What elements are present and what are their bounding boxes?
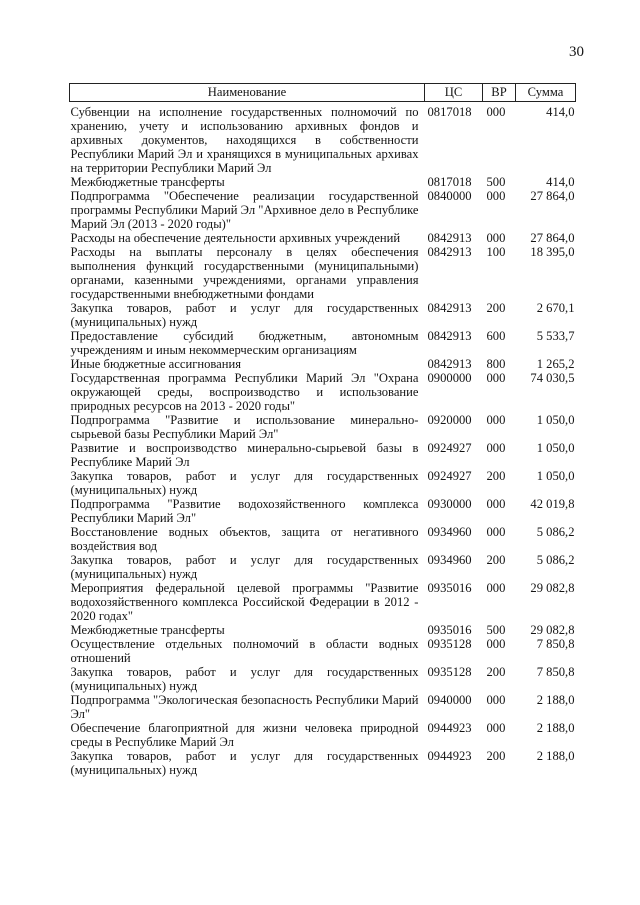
row-sum-cell: 29 082,8 [530,623,575,637]
row-cs-cell: 0924927 [427,441,472,455]
row-sum-cell: 29 082,8 [530,581,575,595]
row-cs-cell: 0935016 [427,581,472,595]
row-sum-cell: 2 670,1 [536,301,575,315]
row-vr-cell: 000 [486,189,506,203]
table-row [70,721,576,749]
row-name-cell: Подпрограмма "Развитие водохозяйственного комплекса Республики Марий Эл" [70,497,419,525]
table-row [70,329,576,357]
row-cs-cell: 0817018 [427,105,472,119]
row-name-cell: Расходы на обеспечение деятельности архивных учреждений [70,231,401,245]
row-name-cell: Подпрограмма "Обеспечение реализации государственной программы Республики Марий Эл "Архивное дело в Республике Марий Эл (2013 - 2020 годы)" [70,189,419,231]
row-cs-cell: 0842913 [427,231,472,245]
row-sum-cell: 2 188,0 [536,749,575,763]
table-row [70,357,576,371]
table-row [70,665,576,693]
table-header [70,84,576,102]
row-vr-cell: 000 [486,497,506,511]
row-vr-cell: 200 [486,553,506,567]
row-name-cell: Субвенции на исполнение государственных полномочий по хранению, учету и использованию архивных фондов и архивных документов, находящихся в собственности Республики Марий Эл и хранящихся в муниципальных архивах на территории Республики Марий Эл [70,105,419,175]
row-name-cell: Подпрограмма "Экологическая безопасность Республики Марий Эл" [70,693,419,721]
row-vr-cell: 800 [486,357,506,371]
row-cs-cell: 0842913 [427,245,472,259]
row-sum-cell: 5 086,2 [536,553,575,567]
row-cs-cell: 0935128 [427,637,472,651]
row-sum-cell: 27 864,0 [530,231,575,245]
row-vr-cell: 200 [486,469,506,483]
row-cs-cell: 0940000 [427,693,472,707]
row-cs-cell: 0842913 [427,301,472,315]
table-row [70,413,576,441]
row-sum-cell: 42 019,8 [530,497,575,511]
row-cs-cell: 0935016 [427,623,472,637]
budget-table [69,83,576,777]
row-vr-cell: 600 [486,329,506,343]
row-name-cell: Расходы на выплаты персоналу в целях обеспечения выполнения функций государственными (муниципальными) органами, казенными учреждениями, органами управления государственными внебюджетными фондами [70,245,419,301]
row-vr-cell: 200 [486,749,506,763]
row-vr-cell: 200 [486,301,506,315]
row-sum-cell: 1 050,0 [536,441,575,455]
row-name-cell: Межбюджетные трансферты [70,623,225,637]
row-cs-cell: 0817018 [427,175,472,189]
row-cs-cell: 0840000 [427,189,472,203]
row-name-cell: Развитие и воспроизводство минерально-сырьевой базы в Республике Марий Эл [70,441,419,469]
table-row [70,497,576,525]
row-name-cell: Мероприятия федеральной целевой программы "Развитие водохозяйственного комплекса Российской Федерации в 2012 - 2020 годах" [70,581,419,623]
row-sum-cell: 7 850,8 [536,665,575,679]
row-vr-cell: 100 [486,245,506,259]
row-cs-cell: 0934960 [427,553,472,567]
table-row [70,102,576,176]
table-row [70,525,576,553]
table-row [70,581,576,623]
row-sum-cell: 5 533,7 [536,329,575,343]
row-sum-cell: 1 050,0 [536,469,575,483]
row-cs-cell: 0924927 [427,469,472,483]
table-row [70,469,576,497]
row-vr-cell: 500 [486,175,506,189]
row-sum-cell: 2 188,0 [536,721,575,735]
row-vr-cell: 500 [486,623,506,637]
row-sum-cell: 414,0 [546,175,575,189]
row-vr-cell: 200 [486,665,506,679]
row-vr-cell: 000 [486,693,506,707]
row-cs-cell: 0842913 [427,329,472,343]
row-sum-cell: 1 050,0 [536,413,575,427]
row-vr-cell: 000 [486,371,506,385]
column-header-cs: ЦС [425,84,483,102]
row-sum-cell: 27 864,0 [530,189,575,203]
row-vr-cell: 000 [486,637,506,651]
page-number: 30 [569,44,584,60]
row-name-cell: Обеспечение благоприятной для жизни человека природной среды в Республике Марий Эл [70,721,419,749]
row-sum-cell: 1 265,2 [536,357,575,371]
row-cs-cell: 0920000 [427,413,472,427]
row-sum-cell: 5 086,2 [536,525,575,539]
row-vr-cell: 000 [486,525,506,539]
row-cs-cell: 0930000 [427,497,472,511]
table-row [70,693,576,721]
table-row [70,245,576,301]
row-name-cell: Закупка товаров, работ и услуг для государственных (муниципальных) нужд [70,665,419,693]
table-row [70,175,576,189]
row-cs-cell: 0842913 [427,357,472,371]
row-name-cell: Закупка товаров, работ и услуг для государственных (муниципальных) нужд [70,749,419,777]
row-cs-cell: 0900000 [427,371,472,385]
row-sum-cell: 74 030,5 [530,371,575,385]
table-row [70,301,576,329]
row-vr-cell: 000 [486,721,506,735]
row-vr-cell: 000 [486,581,506,595]
row-cs-cell: 0944923 [427,721,472,735]
table-row [70,371,576,413]
row-name-cell: Подпрограмма "Развитие и использование минерально-сырьевой базы Республики Марий Эл" [70,413,419,441]
row-name-cell: Осуществление отдельных полномочий в области водных отношений [70,637,419,665]
row-name-cell: Предоставление субсидий бюджетным, автономным учреждениям и иным некоммерческим организациям [70,329,419,357]
row-sum-cell: 7 850,8 [536,637,575,651]
table-row [70,623,576,637]
column-header-sum: Сумма [516,84,576,102]
row-sum-cell: 2 188,0 [536,693,575,707]
row-sum-cell: 18 395,0 [530,245,575,259]
row-vr-cell: 000 [486,413,506,427]
table-row [70,637,576,665]
table-row [70,553,576,581]
table-body [70,102,576,778]
row-sum-cell: 414,0 [546,105,575,119]
table-row [70,189,576,231]
row-cs-cell: 0935128 [427,665,472,679]
row-cs-cell: 0944923 [427,749,472,763]
row-name-cell: Закупка товаров, работ и услуг для государственных (муниципальных) нужд [70,469,419,497]
table-row [70,749,576,777]
row-name-cell: Иные бюджетные ассигнования [70,357,242,371]
row-cs-cell: 0934960 [427,525,472,539]
table-row [70,441,576,469]
row-name-cell: Закупка товаров, работ и услуг для государственных (муниципальных) нужд [70,301,419,329]
column-header-name: Наименование [70,84,425,102]
column-header-vr: ВР [483,84,516,102]
row-vr-cell: 000 [486,441,506,455]
row-name-cell: Межбюджетные трансферты [70,175,225,189]
row-name-cell: Восстановление водных объектов, защита от негативного воздействия вод [70,525,419,553]
row-name-cell: Государственная программа Республики Марий Эл "Охрана окружающей среды, воспроизводство и использование природных ресурсов на 2013 - 2020 годы" [70,371,419,413]
row-vr-cell: 000 [486,231,506,245]
table-row [70,231,576,245]
row-vr-cell: 000 [486,105,506,119]
row-name-cell: Закупка товаров, работ и услуг для государственных (муниципальных) нужд [70,553,419,581]
